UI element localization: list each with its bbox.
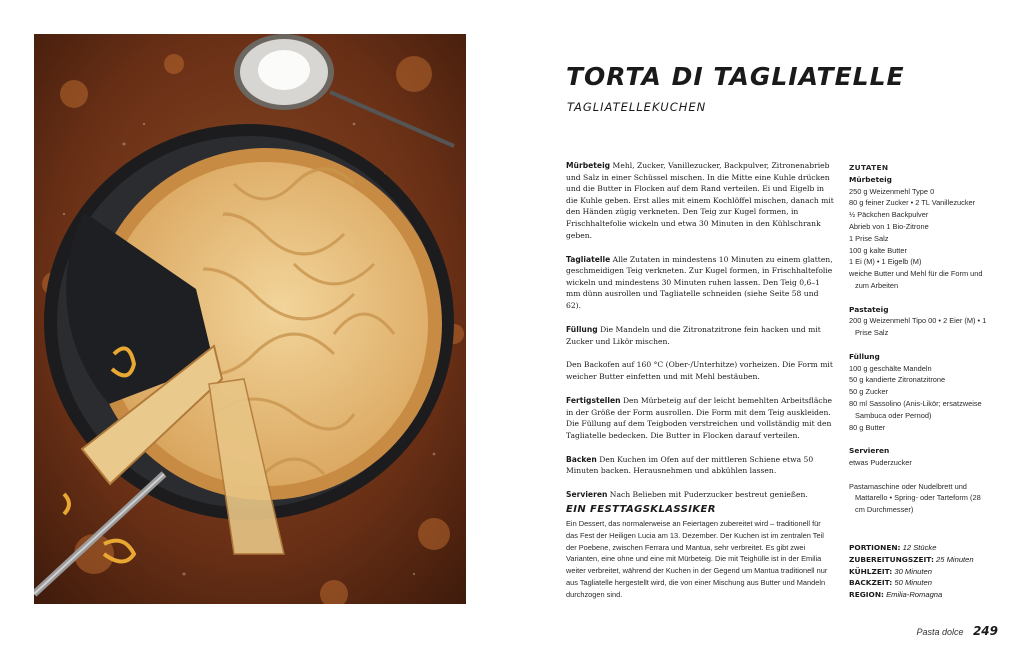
step-paragraph	[566, 489, 834, 501]
step-paragraph	[566, 254, 834, 312]
step-text: Alle Zutaten in mindestens 10 Minuten zu einem glatten, geschmeidigen Teig verkneten. Zur Kugel formen, in Frischhaltefolie wickeln und mindestens 30 Minuten ruhen lassen. Den Teig 0,6–1 mm dünn ausrollen und Tagliatelle schneiden (siehe Seite 58 und 62).	[566, 254, 833, 310]
recipe-subtitle: TAGLIATELLEKUCHEN	[567, 100, 707, 114]
step-label: Servieren	[566, 490, 608, 500]
meta-value: 12 Stücke	[902, 543, 937, 552]
ingredient-item: 50 g kandierte Zitronatzitrone	[849, 375, 946, 385]
ingredient-group	[849, 174, 989, 292]
section-name: Pasta dolce	[916, 627, 964, 637]
meta-row	[849, 566, 1009, 578]
step-paragraph	[566, 359, 834, 382]
step-label: Backen	[566, 454, 597, 464]
meta-value: 50 Minuten	[894, 578, 932, 588]
step-label: Fertigstellen	[566, 396, 621, 406]
meta-value: Emilia-Romagna	[886, 590, 943, 600]
tart-photo-illustration	[34, 34, 466, 604]
recipe-photo	[34, 34, 466, 604]
ingredient-item: 1 Prise Salz	[849, 233, 889, 243]
meta-row	[849, 554, 1009, 566]
equipment-group	[849, 481, 989, 516]
step-paragraph	[566, 454, 834, 477]
step-label: Tagliatelle	[566, 254, 611, 264]
ingredient-item: ½ Päckchen Backpulver	[849, 210, 929, 220]
ingredient-group-name: Füllung	[849, 351, 880, 361]
ingredient-group	[849, 351, 989, 434]
meta-value: 25 Minuten	[936, 554, 974, 564]
step-paragraph	[566, 395, 834, 441]
ingredient-item: 250 g Weizenmehl Type 0	[849, 186, 935, 196]
ingredient-item: 80 ml Sassolino (Anis-Likör; ersatzweise Sambuca oder Pernod)	[849, 398, 982, 420]
ingredient-item: etwas Puderzucker	[849, 457, 912, 467]
step-label: Mürbeteig	[566, 161, 611, 170]
step-label: Füllung	[566, 324, 598, 334]
equipment-item: Pastamaschine oder Nudelbrett und Mattarello • Spring- oder Tarteform (28 cm Durchmesser)	[849, 481, 981, 515]
step-text: Nach Belieben mit Puderzucker bestreut genießen.	[609, 490, 808, 500]
meta-row	[849, 542, 1009, 554]
page-number: 249	[972, 624, 998, 638]
ingredients-list	[849, 162, 989, 528]
step-text: Den Mürbeteig auf der leicht bemehlten Arbeitsfläche in der Größe der Form ausrollen. Die Form mit dem Teig auskleiden. Die Füllung auf dem Teigboden verstreichen und vollständig mit den Tagliatelle bedecken. Die Butter in Flocken darauf verteilen.	[566, 396, 833, 440]
ingredient-group	[849, 304, 989, 339]
step-text: Die Mandeln und die Zitronatzitrone fein hacken und mit Zucker und Likör mischen.	[566, 324, 821, 346]
meta-label: REGION:	[849, 590, 884, 600]
sidebar-text: Ein Dessert, das normalerweise an Feiertagen zubereitet wird – traditionell für das Fest der Heiligen Lucia am 13. Dezember. Der Kuchen ist im zentralen Teil der Poebene, zwischen Ferrara und Mantua, sehr verbreitet. Es gibt zwei Varianten, eine ohne und eine mit Mürbeteig. Die mit Teighülle ist in der Emilia weiter verbreitet, während der Kuchen in der Gegend um Mantua traditionell nur aus Tagliatelle hergestellt wird, die von einer Mischung aus Butter und Mandeln durchzogen sind.	[566, 519, 828, 599]
ingredient-group-name: Servieren	[849, 446, 890, 456]
ingredient-item: 80 g feiner Zucker • 2 TL Vanillezucker	[849, 198, 976, 208]
sidebar-box	[566, 504, 834, 601]
recipe-title: TORTA DI TAGLIATELLE	[566, 62, 905, 91]
meta-label: ZUBEREITUNGSZEIT:	[849, 554, 934, 564]
step-text: Den Backofen auf 160 °C (Ober-/Unterhitze) vorheizen. Die Form mit weicher Butter einfetten und mit Mehl bestäuben.	[566, 360, 833, 382]
meta-row	[849, 577, 1009, 589]
ingredient-item: Abrieb von 1 Bio-Zitrone	[849, 221, 929, 231]
ingredient-group	[849, 445, 989, 469]
recipe-meta	[849, 542, 1009, 601]
ingredient-group-name: Pastateig	[849, 304, 889, 314]
step-text: Mehl, Zucker, Vanillezucker, Backpulver, Zitronenabrieb und Salz in einer Schüssel mischen. In die Mitte eine Kuhle drücken und die Butter in Flocken auf dem Rand verteilen. Ei und Eigelb in die Kuhle geben. Erst alles mit einem Kochlöffel mischen, danach mit den Händen zügig verkneten. Den Teig zur Kugel formen, in Frischhaltefolie wickeln und etwa 30 Minuten in den Kühlschrank geben.	[566, 161, 834, 240]
step-paragraph	[566, 324, 834, 347]
page-footer	[916, 622, 998, 640]
sidebar-heading: EIN FESTTAGSKLASSIKER	[566, 504, 716, 515]
ingredients-title: ZUTATEN	[849, 163, 889, 172]
meta-value: 30 Minuten	[894, 566, 932, 576]
ingredient-item: 50 g Zucker	[849, 387, 889, 397]
meta-row	[849, 589, 1009, 601]
ingredient-item: 100 g kalte Butter	[849, 245, 907, 255]
instructions	[566, 160, 834, 513]
ingredient-item: 80 g Butter	[849, 422, 886, 432]
step-paragraph	[566, 160, 834, 241]
ingredient-item: 1 Ei (M) • 1 Eigelb (M)	[849, 257, 922, 267]
ingredient-item: weiche Butter und Mehl für die Form und zum Arbeiten	[849, 269, 983, 290]
meta-label: PORTIONEN:	[849, 543, 901, 552]
ingredient-item: 200 g Weizenmehl Tipo 00 • 2 Eier (M) • 1 Prise Salz	[849, 316, 987, 338]
meta-label: KÜHLZEIT:	[849, 566, 893, 576]
step-text: Den Kuchen im Ofen auf der mittleren Schiene etwa 50 Minuten backen. Herausnehmen und abkühlen lassen.	[566, 454, 814, 476]
meta-label: BACKZEIT:	[849, 578, 893, 588]
ingredient-group-name: Mürbeteig	[849, 174, 892, 184]
ingredient-item: 100 g geschälte Mandeln	[849, 363, 932, 373]
